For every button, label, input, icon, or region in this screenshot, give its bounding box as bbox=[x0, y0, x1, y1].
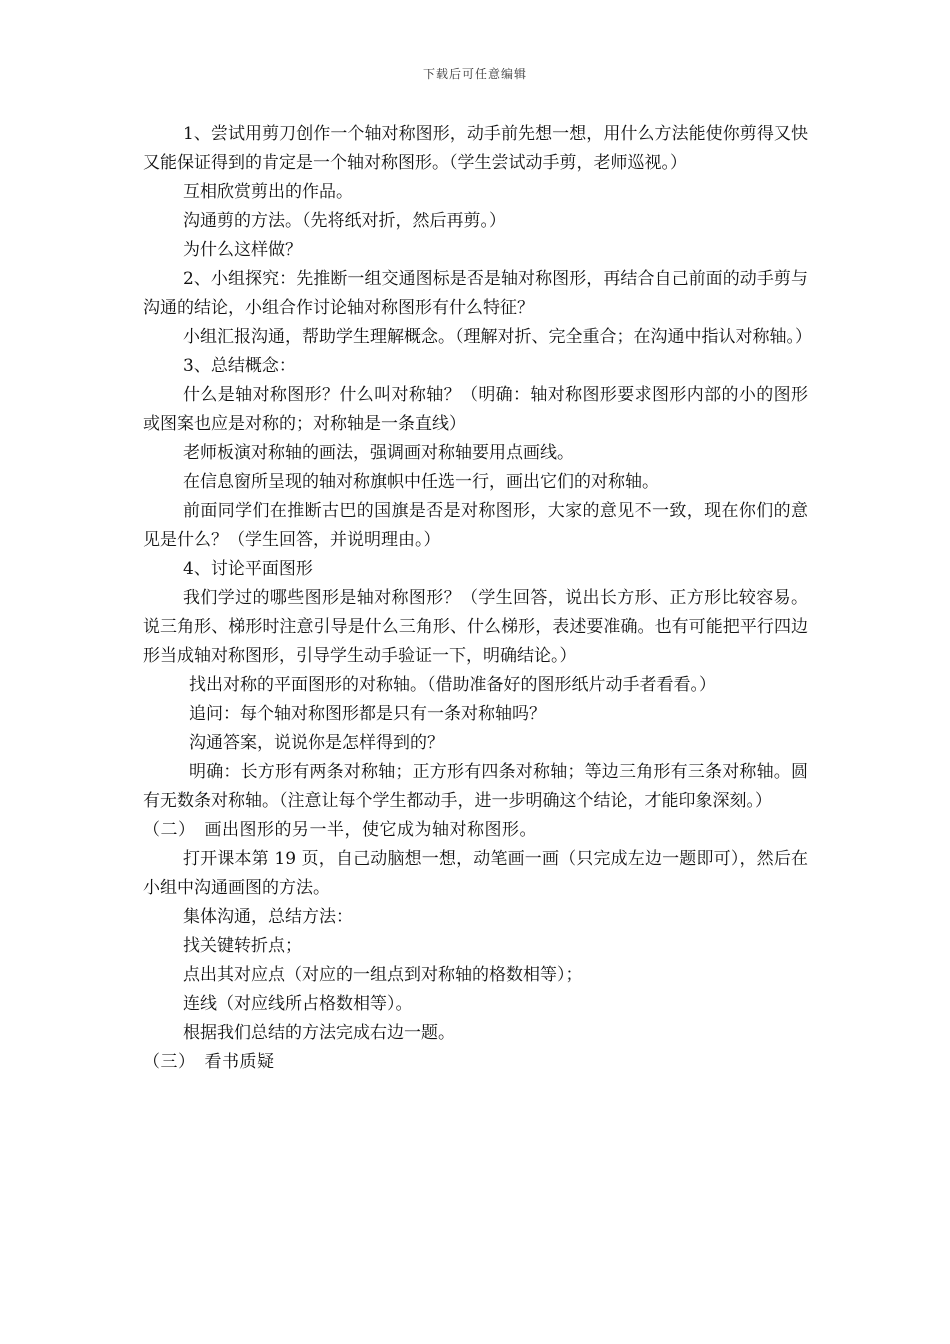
page-header: 下载后可任意编辑 bbox=[422, 67, 527, 81]
paragraph: 我们学过的哪些图形是轴对称图形？（学生回答，说出长方形、正方形比较容易。说三角形、梯形时注意引导是什么三角形、什么梯形，表述要准确。也有可能把平行四边形当成轴对称图形，引导学生动手验证一下，明确结论。） bbox=[143, 588, 808, 666]
paragraph: 1、尝试用剪刀创作一个轴对称图形，动手前先想一想，用什么方法能使你剪得又快又能保证得到的肯定是一个轴对称图形。（学生尝试动手剪，老师巡视。） bbox=[143, 124, 808, 173]
section-heading: （三） 看书质疑 bbox=[143, 1052, 275, 1072]
paragraph: 沟通剪的方法。（先将纸对折，然后再剪。） bbox=[183, 211, 506, 231]
paragraph: 找关键转折点； bbox=[183, 936, 302, 956]
paragraph: 什么是轴对称图形？什么叫对称轴？（明确：轴对称图形要求图形内部的小的图形或图案也应是对称的；对称轴是一条直线） bbox=[143, 385, 808, 434]
paragraph: 连线（对应线所占格数相等）。 bbox=[183, 994, 413, 1014]
paragraph: 追问：每个轴对称图形都是只有一条对称轴吗？ bbox=[189, 704, 546, 724]
paragraph: 小组汇报沟通，帮助学生理解概念。（理解对折、完全重合；在沟通中指认对称轴。） bbox=[183, 327, 812, 347]
paragraph: 老师板演对称轴的画法，强调画对称轴要用点画线。 bbox=[183, 443, 574, 463]
paragraph: 4、讨论平面图形 bbox=[183, 559, 313, 579]
paragraph: 沟通答案，说说你是怎样得到的？ bbox=[189, 733, 444, 753]
paragraph: 点出其对应点（对应的一组点到对称轴的格数相等）； bbox=[183, 965, 583, 985]
document-body bbox=[143, 120, 812, 1077]
paragraph: 集体沟通，总结方法： bbox=[183, 907, 353, 927]
section-heading: （二） 画出图形的另一半，使它成为轴对称图形。 bbox=[143, 820, 537, 840]
paragraph: 2、小组探究：先推断一组交通图标是否是轴对称图形，再结合自己前面的动手剪与沟通的结论，小组合作讨论轴对称图形有什么特征？ bbox=[143, 269, 808, 318]
paragraph: 打开课本第 19 页，自己动脑想一想，动笔画一画（只完成左边一题即可），然后在小组中沟通画图的方法。 bbox=[143, 849, 808, 898]
paragraph: 前面同学们在推断古巴的国旗是否是对称图形，大家的意见不一致，现在你们的意见是什么？（学生回答，并说明理由。） bbox=[143, 501, 808, 550]
paragraph: 在信息窗所呈现的轴对称旗帜中任选一行，画出它们的对称轴。 bbox=[183, 472, 659, 492]
paragraph: 为什么这样做？ bbox=[183, 240, 302, 260]
paragraph: 根据我们总结的方法完成右边一题。 bbox=[183, 1023, 455, 1043]
paragraph: 明确：长方形有两条对称轴；正方形有四条对称轴；等边三角形有三条对称轴。圆有无数条对称轴。（注意让每个学生都动手，进一步明确这个结论，才能印象深刻。） bbox=[143, 762, 808, 811]
paragraph: 3、总结概念： bbox=[183, 356, 296, 376]
paragraph: 互相欣赏剪出的作品。 bbox=[183, 182, 353, 202]
paragraph: 找出对称的平面图形的对称轴。（借助准备好的图形纸片动手者看看。） bbox=[189, 675, 716, 695]
